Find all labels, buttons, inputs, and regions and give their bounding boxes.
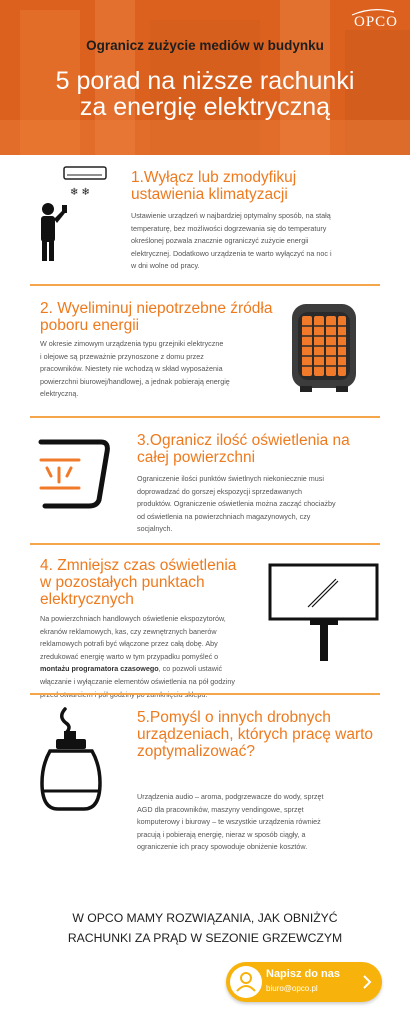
hero-title <box>0 68 410 120</box>
tip-title-line: urządzeniach, których pracę warto <box>137 726 374 743</box>
tip-title <box>137 432 350 466</box>
user-avatar-circle <box>230 966 262 998</box>
aroma-diffuser-icon <box>38 705 104 815</box>
billboard-icon <box>268 563 380 663</box>
tip-body <box>131 210 386 273</box>
tip-body-line: pracowników. Niestety nie wchodzą w skład wyposażenia <box>40 364 223 374</box>
tip-body-line <box>40 663 300 676</box>
tip-body-line: Ustawienie urządzeń w najbardziej optymalny sposób, na stałą <box>131 211 331 220</box>
cta-headline-line: W OPCO MAMY ROZWIĄZANIA, JAK OBNIŻYĆ <box>72 911 338 925</box>
tip-body-line: reklamowych potrafi być włączone przez całą dobę. Aby <box>40 639 218 649</box>
tip-2 <box>0 286 410 416</box>
tip-title <box>40 557 236 608</box>
tip-title-line: ustawienia klimatyzacji <box>131 186 288 203</box>
tip-body <box>40 338 260 401</box>
tip-body-line: od oświetlenia na powierzchniach magazynowych, czy <box>137 511 311 521</box>
electric-heater-icon <box>290 302 358 394</box>
tip-body-line: temperaturę, bez możliwości dogrzewania się do temperatury <box>131 223 327 233</box>
tip-body-line: produktów. Ograniczenie oświetlenia można zacząć chociażby <box>137 499 336 509</box>
tip-body-line: określonej pozwala znacznie ograniczyć zużycie energii <box>131 236 309 246</box>
tip-3 <box>0 418 410 543</box>
tip-body-line: i olejowe są przeważnie przynoszone z domu przez <box>40 351 204 361</box>
tip-body-line: Urządzenia audio – aroma, podgrzewacze do wody, sprzęt <box>137 792 324 801</box>
tip-body-line: doprowadzać do gorszej ekspozycji sprzedawanych <box>137 486 303 496</box>
tip-body-line: komputerowy i biurowy – te wszystkie urządzenia również <box>137 817 321 827</box>
tip-body-line: W okresie zimowym urządzenia typu grzejniki elektryczne <box>40 339 224 348</box>
tip-body-line: zredukować energię warto w tym przypadku pomyśleć o <box>40 651 219 661</box>
tip-body-line: socjalnych. <box>137 524 173 534</box>
tip-body-line: AGD dla pracowników, maszyny vendingowe, sprzęt <box>137 804 304 814</box>
tip-5 <box>0 695 410 870</box>
tip-title <box>131 169 296 203</box>
tip-title-line: 2. Wyeliminuj niepotrzebne źródła <box>40 300 273 317</box>
contact-button-label: Napisz do nas <box>266 968 340 980</box>
tip-body-line: włączanie i wyłączanie elementów oświetlenia na pół godziny <box>40 676 235 686</box>
tip-body-line: ograniczenie ich pracy spowoduje obniżenie kosztów. <box>137 842 308 852</box>
tip-title-line: 5.Pomyśl o innych drobnych <box>137 709 331 726</box>
tip-body-line: ekranów reklamowych, kas, czy zewnętrznych banerów <box>40 626 217 636</box>
tip-title-line: zoptymalizować? <box>137 743 256 760</box>
tip-1 <box>0 155 410 285</box>
tip-body-line: elektrycznej. Dodatkowo urządzenia te warto wyłączyć na noc i <box>131 248 332 258</box>
tip-body-line: pracują i pobierają energię, nieraz w sposób ciągły, a <box>137 829 306 839</box>
tip-body-line: w dni wolne od pracy. <box>131 261 200 271</box>
tip-title-line: 1.Wyłącz lub zmodyfikuj <box>131 169 297 186</box>
tip-body-line: powierzchni biurowej/handlowej, a jednak pobierają energię <box>40 376 230 386</box>
tip-body-line: elektryczną. <box>40 389 79 399</box>
tip-title-line: całej powierzchni <box>137 449 256 466</box>
chevron-right-icon <box>362 974 372 990</box>
contact-email: biuro@opco.pl <box>266 984 318 993</box>
hero-title-line: 5 porad na niższe rachunki <box>55 67 355 95</box>
air-conditioner-person-icon <box>32 165 107 265</box>
opco-logo[interactable]: OPCO <box>353 14 398 30</box>
svg-text:❄ ❄: ❄ ❄ <box>70 187 90 198</box>
tip-body <box>137 473 382 536</box>
tip-title-line: w pozostałych punktach <box>40 574 205 591</box>
tip-body <box>137 791 387 854</box>
tip-title-line: elektrycznych <box>40 591 134 608</box>
cta-headline <box>0 908 410 948</box>
tip-title <box>40 300 272 334</box>
tip-body-line: Ograniczenie ilości punktów świetlnych niekoniecznie musi <box>137 474 324 483</box>
user-icon <box>230 966 262 998</box>
tip-title <box>137 709 373 760</box>
tip-body-text: , co pozwoli ustawić <box>158 664 223 674</box>
cta-headline-line: RACHUNKI ZA PRĄD W SEZONIE GRZEWCZYM <box>67 931 343 945</box>
hero-title-line: za energię elektryczną <box>79 93 331 121</box>
hero-subtitle: Ogranicz zużycie mediów w budynku <box>86 38 324 53</box>
tip-title-line: poboru energii <box>40 317 140 334</box>
tip-title-line: 4. Zmniejsz czas oświetlenia <box>40 557 237 574</box>
tip-title-line: 3.Ogranicz ilość oświetlenia na <box>137 432 350 449</box>
tip-4 <box>0 545 410 693</box>
tip-body-line: Na powierzchniach handlowych oświetlenie ekspozytorów, <box>40 614 226 623</box>
contact-button[interactable] <box>226 962 382 1002</box>
tip-body <box>40 613 300 701</box>
hero-banner <box>0 0 410 155</box>
tip-body-bold: montażu programatora czasowego <box>40 664 159 674</box>
lamp-icon <box>35 438 110 510</box>
